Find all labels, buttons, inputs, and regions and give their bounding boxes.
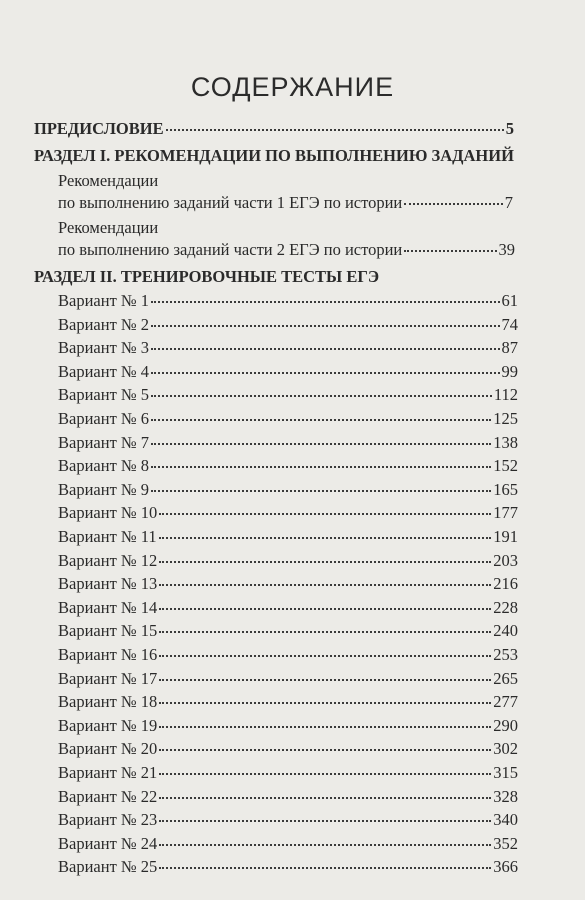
- toc-entry-variant[interactable]: [58, 857, 518, 877]
- toc-entry-page: 290: [493, 715, 518, 735]
- toc-entry-label: по выполнению заданий части 1 ЕГЭ по истории: [58, 193, 403, 212]
- leader-dots: [159, 820, 491, 822]
- toc-entry-variant[interactable]: [58, 456, 518, 476]
- leader-dots: [159, 726, 491, 728]
- toc-entry-variant[interactable]: [58, 692, 518, 712]
- toc-entry-label: Вариант № 4: [58, 361, 150, 381]
- leader-dots: [159, 537, 492, 539]
- leader-dots: [159, 584, 491, 586]
- leader-dots: [159, 561, 491, 563]
- leader-dots: [159, 797, 491, 799]
- toc-entry-variant[interactable]: [58, 810, 518, 830]
- toc-entry-label: Вариант № 10: [58, 503, 158, 523]
- toc-entry-label: Вариант № 16: [58, 645, 158, 664]
- leader-dots: [159, 655, 491, 657]
- toc-entry-variant[interactable]: [58, 480, 518, 500]
- toc-entry-variant[interactable]: [58, 433, 518, 453]
- toc-entry-page: 315: [493, 763, 518, 782]
- leader-dots: [159, 513, 491, 515]
- toc-entry-page: 228: [493, 597, 518, 617]
- toc-entry-page: 302: [493, 739, 518, 759]
- leader-dots: [151, 348, 499, 350]
- toc-entry-preface[interactable]: [34, 119, 514, 139]
- toc-entry-label: Вариант № 3: [58, 338, 150, 358]
- leader-dots: [159, 679, 491, 681]
- toc-entry-variant[interactable]: [58, 787, 518, 807]
- toc-entry-variant[interactable]: [58, 503, 518, 523]
- toc-entry-label: Вариант № 19: [58, 715, 158, 735]
- toc-entry-label: Вариант № 6: [58, 409, 150, 428]
- toc-entry-recommendations-part2[interactable]: [58, 240, 515, 260]
- leader-dots: [159, 702, 491, 704]
- toc-entry-page: 177: [493, 503, 518, 523]
- toc-entry-recommendations-part1[interactable]: [58, 193, 513, 213]
- toc-entry-page: 277: [493, 692, 518, 712]
- section-2-heading: РАЗДЕЛ II. ТРЕНИРОВОЧНЫЕ ТЕСТЫ ЕГЭ: [34, 267, 380, 286]
- section-1-heading: РАЗДЕЛ I. РЕКОМЕНДАЦИИ ПО ВЫПОЛНЕНИЮ ЗАДАНИЙ: [34, 146, 514, 165]
- toc-entry-label: Вариант № 18: [58, 692, 158, 712]
- toc-entry-label: по выполнению заданий части 2 ЕГЭ по истории: [58, 240, 403, 259]
- leader-dots: [159, 867, 491, 869]
- toc-entry-variant[interactable]: [58, 338, 518, 358]
- toc-entry-label: Вариант № 22: [58, 786, 158, 806]
- toc-entry-variant[interactable]: [58, 362, 518, 382]
- leader-dots: [151, 443, 491, 445]
- toc-entry-page: 191: [493, 527, 518, 546]
- toc-entry-variant[interactable]: [58, 669, 518, 689]
- toc-entry-variant[interactable]: [58, 621, 518, 641]
- toc-entry-variant[interactable]: [58, 409, 518, 429]
- leader-dots: [166, 129, 504, 131]
- toc-entry-page: 39: [498, 240, 515, 259]
- toc-entry-page: 352: [493, 833, 518, 853]
- toc-entry-page: 253: [493, 645, 518, 664]
- toc-entry-label: Вариант № 24: [58, 833, 158, 853]
- leader-dots: [159, 773, 491, 775]
- page-title: СОДЕРЖАНИЕ: [190, 72, 395, 102]
- toc-entry-variant[interactable]: [58, 598, 518, 618]
- toc-entry-page: 328: [493, 786, 518, 806]
- leader-dots: [151, 395, 492, 397]
- toc-entry-variant[interactable]: [58, 527, 518, 547]
- toc-entry-variant[interactable]: [58, 385, 518, 405]
- leader-dots: [404, 250, 496, 252]
- leader-dots: [151, 301, 499, 303]
- toc-entry-label: Вариант № 12: [58, 550, 158, 570]
- leader-dots: [151, 372, 499, 374]
- toc-entry-variant[interactable]: [58, 716, 518, 736]
- leader-dots: [151, 466, 491, 468]
- toc-entry-variant[interactable]: [58, 315, 518, 335]
- toc-entry-variant[interactable]: [58, 551, 518, 571]
- toc-entry-label: Вариант № 15: [58, 621, 158, 641]
- toc-entry-page: 74: [501, 314, 518, 334]
- toc-entry-label: Вариант № 8: [58, 456, 150, 476]
- toc-entry-page: 203: [493, 550, 518, 570]
- leader-dots: [159, 631, 491, 633]
- toc-entry-page: 61: [501, 291, 518, 310]
- toc-entry-page: 7: [504, 193, 513, 212]
- toc-entry-label: Вариант № 5: [58, 385, 150, 405]
- toc-entry-variant[interactable]: [58, 645, 518, 665]
- toc-entry-page: 87: [501, 338, 518, 358]
- toc-entry-label: Вариант № 21: [58, 763, 158, 782]
- toc-entry-label: Вариант № 20: [58, 739, 158, 759]
- toc-entry-line: Рекомендации: [58, 218, 159, 237]
- toc-entry-page: 216: [493, 574, 518, 594]
- toc-entry-label: Вариант № 11: [58, 527, 157, 546]
- leader-dots: [159, 608, 491, 610]
- leader-dots: [159, 749, 491, 751]
- toc-entry-variant[interactable]: [58, 291, 518, 311]
- toc-entry-label: Вариант № 23: [58, 810, 158, 830]
- toc-entry-label: Вариант № 9: [58, 479, 150, 499]
- toc-entry-label: Вариант № 2: [58, 314, 150, 334]
- toc-entry-page: 138: [493, 432, 518, 452]
- toc-entry-page: 240: [493, 621, 518, 641]
- toc-entry-page: 112: [493, 385, 518, 405]
- toc-entry-variant[interactable]: [58, 739, 518, 759]
- toc-entry-variant[interactable]: [58, 763, 518, 783]
- toc-entry-page: 165: [493, 479, 518, 499]
- toc-entry-page: 366: [493, 857, 518, 877]
- toc-entry-page: 265: [493, 668, 518, 688]
- toc-entry-variant[interactable]: [58, 834, 518, 854]
- toc-entry-label: ПРЕДИСЛОВИЕ: [34, 119, 164, 138]
- toc-entry-page: 152: [493, 456, 518, 476]
- toc-entry-page: 99: [501, 361, 518, 381]
- toc-entry-page: 340: [493, 810, 518, 830]
- toc-entry-label: Вариант № 25: [58, 857, 158, 877]
- toc-entry-line: Рекомендации: [58, 171, 159, 190]
- toc-entry-page: 125: [493, 409, 518, 428]
- toc-entry-label: Вариант № 7: [58, 432, 150, 452]
- toc-entry-variant[interactable]: [58, 574, 518, 594]
- toc-entry-page: 5: [505, 119, 514, 138]
- leader-dots: [159, 844, 491, 846]
- leader-dots: [151, 490, 491, 492]
- toc-entry-label: Вариант № 17: [58, 668, 158, 688]
- leader-dots: [151, 419, 491, 421]
- leader-dots: [404, 203, 502, 205]
- leader-dots: [151, 325, 499, 327]
- toc-entry-label: Вариант № 14: [58, 597, 158, 617]
- toc-entry-label: Вариант № 1: [58, 291, 150, 310]
- toc-entry-label: Вариант № 13: [58, 574, 158, 594]
